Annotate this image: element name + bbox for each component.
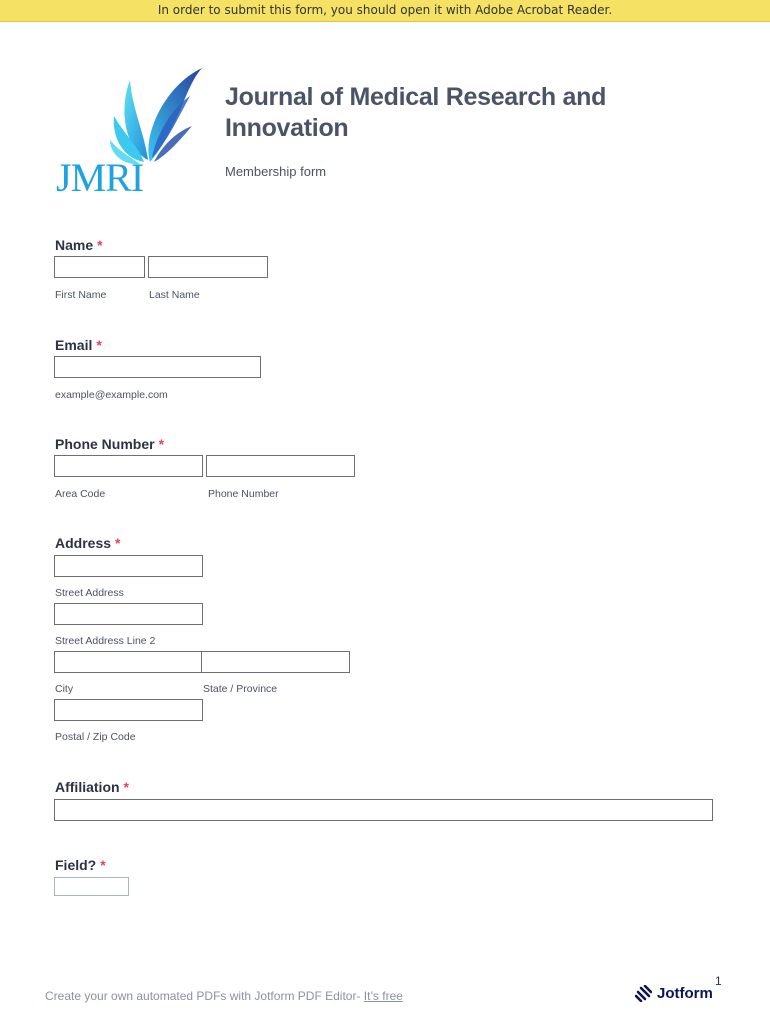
required-mark: * bbox=[158, 436, 165, 452]
email-input[interactable] bbox=[54, 356, 261, 378]
jotform-brand[interactable] bbox=[635, 985, 713, 1002]
affiliation-label: Affiliation * bbox=[55, 779, 129, 795]
jotform-logo-icon bbox=[635, 985, 652, 1002]
required-mark: * bbox=[97, 237, 103, 253]
phone-number-input[interactable] bbox=[206, 455, 355, 477]
jotform-wordmark: Jotform bbox=[657, 985, 713, 1002]
required-mark: * bbox=[115, 535, 121, 551]
page-number: 1 bbox=[715, 974, 722, 988]
first-name-sublabel: First Name bbox=[55, 289, 107, 301]
required-mark: * bbox=[96, 337, 102, 353]
phone-label: Phone Number * bbox=[55, 436, 165, 452]
form-title: Journal of Medical Research and Innovation bbox=[225, 83, 607, 142]
name-label: Name * bbox=[55, 237, 103, 253]
address-label: Address * bbox=[55, 535, 121, 551]
city-input[interactable] bbox=[54, 651, 203, 673]
street-address-line2-sublabel: Street Address Line 2 bbox=[55, 635, 156, 647]
footer-promo: Create your own automated PDFs with Jotform PDF Editor- It’s free bbox=[45, 989, 403, 1003]
last-name-sublabel: Last Name bbox=[149, 289, 200, 301]
state-province-sublabel: State / Province bbox=[203, 683, 278, 695]
street-address-sublabel: Street Address bbox=[55, 587, 124, 599]
its-free-link[interactable]: It’s free bbox=[363, 989, 403, 1003]
area-code-sublabel: Area Code bbox=[55, 488, 106, 500]
street-address-line2-input[interactable] bbox=[54, 603, 203, 625]
feather-icon bbox=[52, 66, 204, 166]
affiliation-input[interactable] bbox=[54, 799, 713, 821]
area-code-input[interactable] bbox=[54, 455, 203, 477]
form-subtitle: Membership form bbox=[225, 164, 327, 179]
jmri-logo bbox=[52, 66, 204, 202]
required-mark: * bbox=[100, 857, 106, 873]
city-sublabel: City bbox=[55, 683, 74, 695]
field-dropdown[interactable] bbox=[54, 877, 129, 896]
acrobat-notice-banner: In order to submit this form, you should open it with Adobe Acrobat Reader. bbox=[0, 0, 770, 22]
email-label: Email * bbox=[55, 337, 102, 353]
first-name-input[interactable] bbox=[54, 256, 145, 278]
postal-code-sublabel: Postal / Zip Code bbox=[55, 731, 136, 743]
state-province-input[interactable] bbox=[201, 651, 350, 673]
field-question-label: Field? * bbox=[55, 857, 106, 873]
required-mark: * bbox=[123, 779, 129, 795]
logo-text: JMRI bbox=[56, 155, 144, 200]
postal-code-input[interactable] bbox=[54, 699, 203, 721]
last-name-input[interactable] bbox=[148, 256, 268, 278]
email-hint: example@example.com bbox=[55, 389, 168, 401]
phone-number-sublabel: Phone Number bbox=[208, 488, 279, 500]
street-address-input[interactable] bbox=[54, 555, 203, 577]
